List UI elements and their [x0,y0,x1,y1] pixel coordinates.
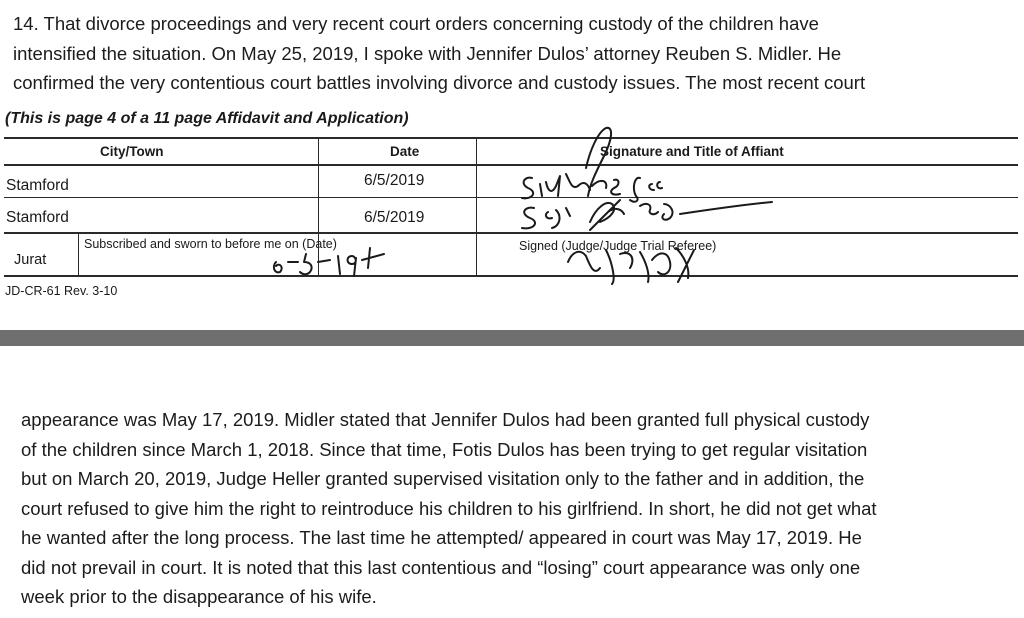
table-top-rule [4,137,1018,139]
paragraph-line: appearance was May 17, 2019. Midler stated that Jennifer Dulos had been granted full physical custody [21,409,870,430]
header-date: Date [390,144,420,159]
paragraph-line: week prior to the disappearance of his wife. [21,586,377,607]
table-col-rule [78,233,79,277]
paragraph-line: of the children since March 1, 2018. Since that time, Fotis Dulos has been trying to get regular visitation [21,438,868,460]
header-city-town: City/Town [100,144,164,159]
table-bottom-rule [4,275,1018,277]
affidavit-signature-table [4,137,1018,277]
table-header-rule [4,164,1018,166]
paragraph-line: but on March 20, 2019, Judge Heller granted supervised visitation only to the father and in addition, the [21,468,865,489]
paragraph-line: did not prevail in court. It is noted that this last contentious and “losing” court appearance was only one [21,556,861,578]
table-row-rule [4,197,1018,198]
table-row-rule [4,232,1018,234]
paragraph-14 [13,9,865,98]
paragraph-line: 14. That divorce proceedings and very recent court orders concerning custody of the children have [13,13,819,34]
header-signature: Signature and Title of Affiant [600,144,784,159]
form-identifier: JD-CR-61 Rev. 3-10 [5,284,118,298]
page-break-divider [0,330,1024,346]
affidavit-page-note: (This is page 4 of a 11 page Affidavit and Application) [5,110,409,127]
paragraph-line: court refused to give him the right to reintroduce his children to his girlfriend. In short, he did not get what [21,497,877,519]
paragraph-line: he wanted after the long process. The last time he attempted/ appeared in court was May 17, 2019. He [21,527,862,548]
paragraph-line: confirmed the very contentious court battles involving divorce and custody issues. The most recent court [13,72,866,93]
table-col-rule [476,137,477,277]
row-2-city: Stamford [6,209,69,226]
paragraph-line: intensified the situation. On May 25, 2019, I spoke with Jennifer Dulos’ attorney Reuben S. Midler. He [13,42,842,64]
row-2-date: 6/5/2019 [364,209,425,226]
row-1-date: 6/5/2019 [364,172,425,189]
row-1-city: Stamford [6,177,69,194]
jurat-signed-text: Signed (Judge/Judge Trial Referee) [519,239,717,253]
table-col-rule [318,137,319,277]
jurat-label: Jurat [14,252,47,268]
paragraph-continued [21,405,877,612]
jurat-subscribed-text: Subscribed and sworn to before me on (Date) [84,237,337,251]
